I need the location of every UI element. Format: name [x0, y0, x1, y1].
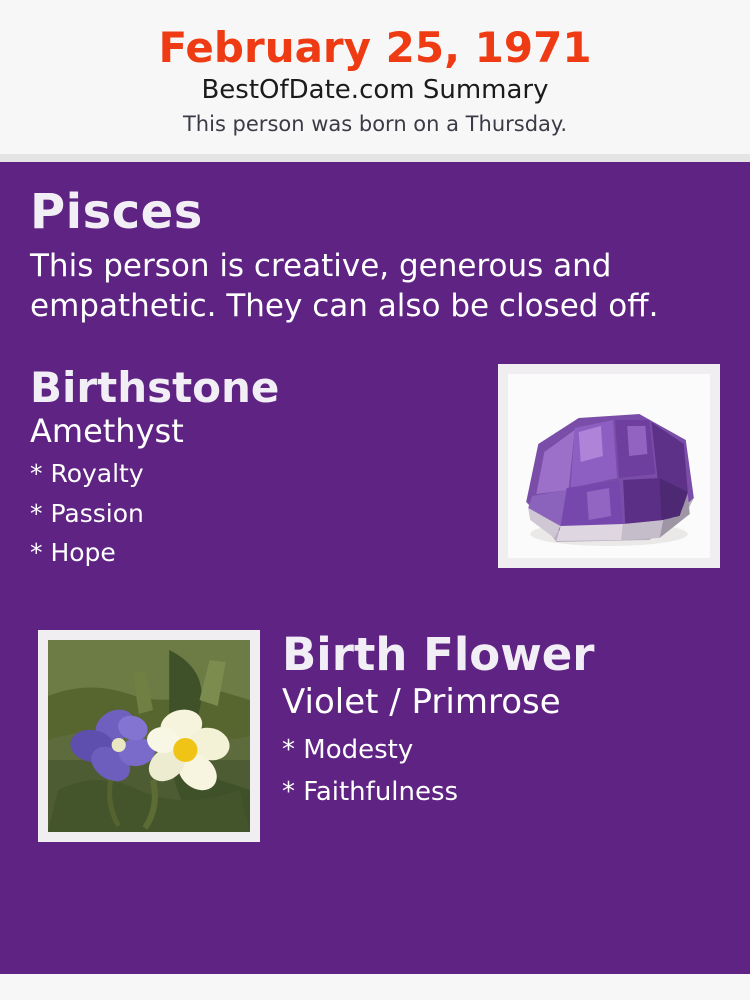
birth-flower-trait: * Modesty — [282, 734, 414, 765]
birthstone-trait: * Passion — [30, 498, 144, 528]
birthstone-photo-border — [498, 364, 720, 568]
birth-flower-text — [282, 630, 720, 807]
content-panel — [0, 162, 750, 974]
zodiac-sign-title: Pisces — [30, 184, 203, 241]
card-header — [0, 0, 750, 154]
birthstone-trait: * Hope — [30, 538, 116, 568]
header-subtitle: This person was born on a Thursday. — [182, 111, 568, 136]
site-name: BestOfDate.com Summary — [201, 75, 549, 106]
birthstone-text — [30, 364, 470, 566]
birthstone-image-frame — [498, 364, 720, 568]
birthstone-title: Birthstone — [30, 363, 280, 413]
birth-flower-title: Birth Flower — [282, 628, 595, 682]
birthstone-section — [30, 364, 720, 594]
zodiac-description: This person is creative, generous and empathetic. They can also be closed off. — [30, 247, 659, 324]
birth-flower-photo-border — [38, 630, 260, 842]
header-divider — [0, 154, 750, 162]
birth-flower-trait: * Faithfulness — [282, 777, 459, 808]
birthstone-trait: * Royalty — [30, 459, 144, 489]
page-title: February 25, 1971 — [158, 23, 592, 72]
violet-primrose-flower-icon — [48, 640, 250, 832]
birth-flower-image-frame — [38, 630, 260, 842]
amethyst-crystal-icon — [508, 374, 710, 558]
birth-flower-section — [30, 630, 720, 850]
birthstone-name: Amethyst — [30, 412, 184, 451]
zodiac-section — [30, 186, 720, 326]
birth-flower-name: Violet / Primrose — [282, 681, 561, 722]
